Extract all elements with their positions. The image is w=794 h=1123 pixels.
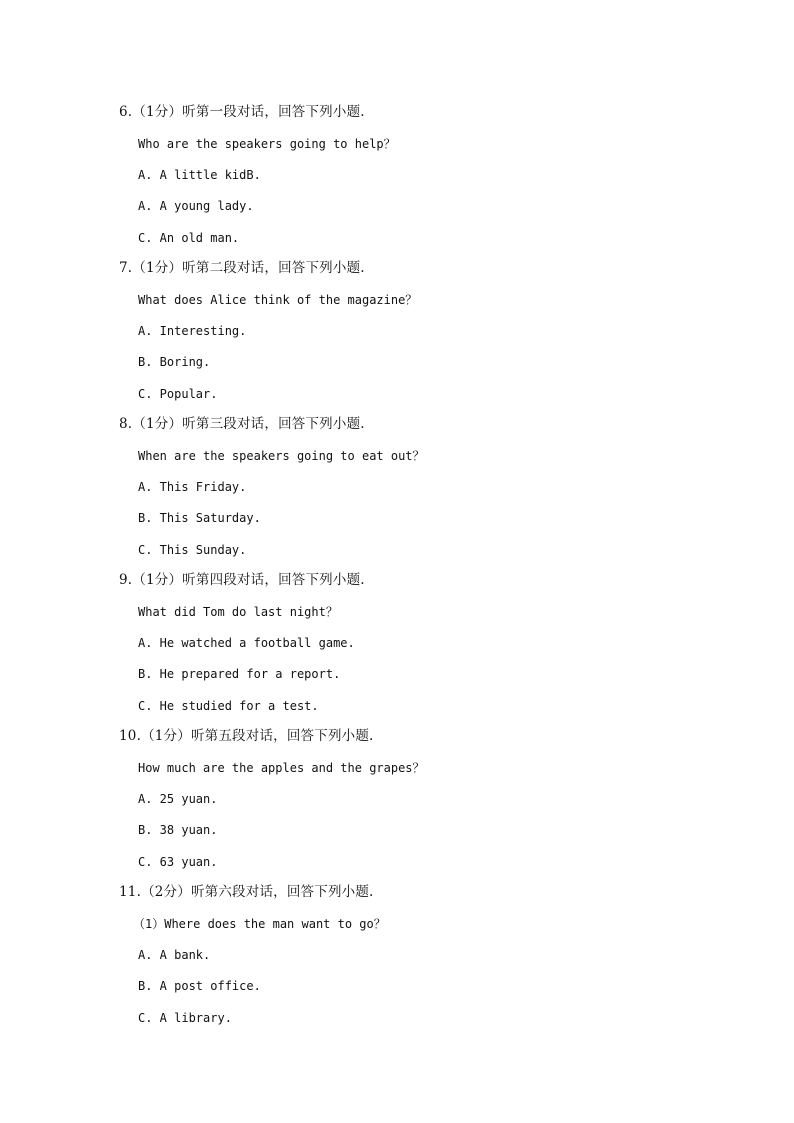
question-6-option-2: A. A young lady. — [138, 199, 254, 213]
question-6-option-3: C. An old man. — [138, 231, 240, 245]
question-8-option-a: A. This Friday. — [138, 480, 247, 494]
question-10-option-b: B. 38 yuan. — [138, 823, 218, 837]
question-10-header: 10.（1分）听第五段对话，回答下列小题. — [119, 728, 374, 744]
question-7-option-c: C. Popular. — [138, 387, 218, 401]
question-7-option-a: A. Interesting. — [138, 324, 247, 338]
question-9-option-c: C. He studied for a test. — [138, 699, 319, 713]
question-11-subquestion-1: （1）Where does the man want to go？ — [133, 917, 386, 931]
question-8-option-c: C. This Sunday. — [138, 543, 247, 557]
question-11-option-c: C. A library. — [138, 1011, 232, 1025]
question-10-option-c: C. 63 yuan. — [138, 855, 218, 869]
question-8-header: 8.（1分）听第三段对话，回答下列小题. — [119, 416, 365, 432]
question-9-option-a: A. He watched a football game. — [138, 636, 355, 650]
question-6-header: 6.（1分）听第一段对话，回答下列小题. — [119, 104, 365, 120]
question-9-option-b: B. He prepared for a report. — [138, 667, 341, 681]
question-10-stem: How much are the apples and the grapes？ — [138, 761, 425, 775]
question-6-option-1: A. A little kidB. — [138, 168, 261, 182]
question-9-stem: What did Tom do last night？ — [138, 605, 338, 619]
question-11-option-b: B. A post office. — [138, 979, 261, 993]
question-11-option-a: A. A bank. — [138, 948, 211, 962]
question-11-header: 11.（2分）听第六段对话，回答下列小题. — [119, 884, 374, 900]
question-8-stem: When are the speakers going to eat out？ — [138, 449, 425, 463]
question-7-option-b: B. Boring. — [138, 355, 211, 369]
question-10-option-a: A. 25 yuan. — [138, 792, 218, 806]
question-7-stem: What does Alice think of the magazine？ — [138, 293, 418, 307]
question-6-stem: Who are the speakers going to help？ — [138, 137, 396, 151]
question-8-option-b: B. This Saturday. — [138, 511, 261, 525]
question-7-header: 7.（1分）听第二段对话，回答下列小题. — [119, 260, 365, 276]
question-9-header: 9.（1分）听第四段对话，回答下列小题. — [119, 572, 365, 588]
